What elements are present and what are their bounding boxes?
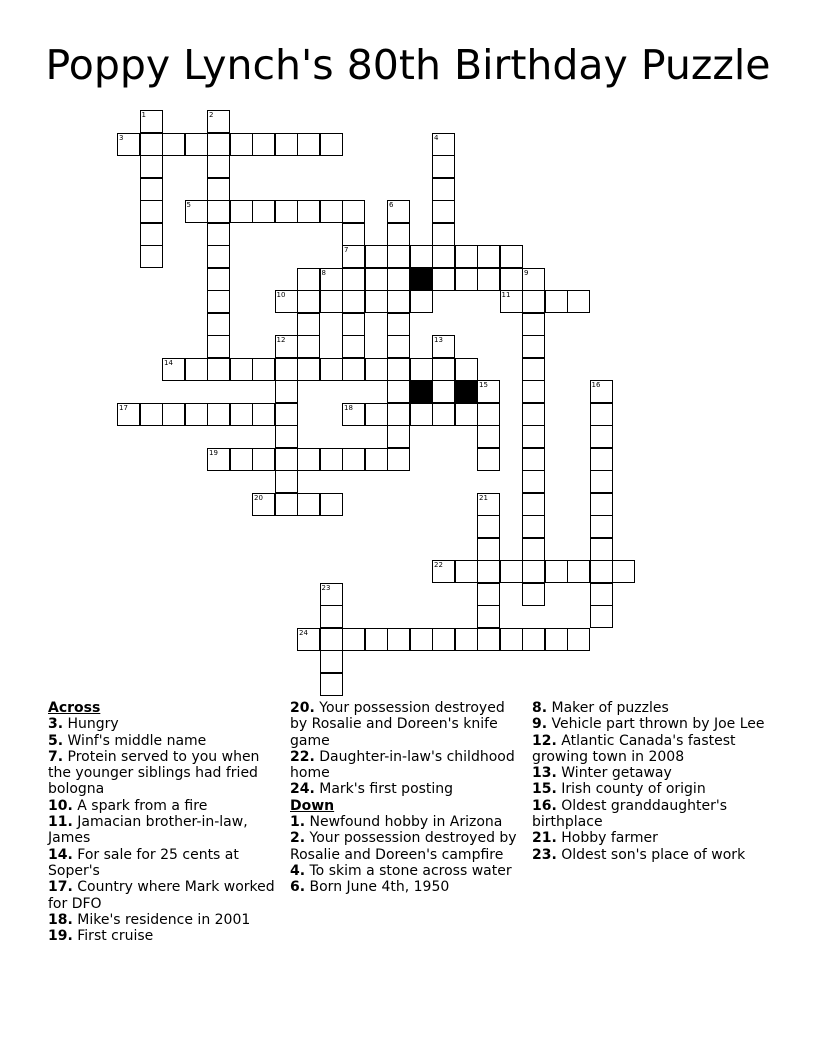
grid-cell[interactable] (365, 628, 388, 651)
grid-cell[interactable] (545, 290, 568, 313)
clue-number: 8 (321, 268, 326, 277)
grid-cell[interactable] (275, 335, 298, 358)
clue-item (290, 814, 522, 830)
grid-cell[interactable] (545, 628, 568, 651)
grid-cell[interactable] (365, 268, 388, 291)
clue-num: 6. (290, 879, 306, 896)
grid-cell[interactable] (162, 403, 185, 426)
grid-cell[interactable] (207, 290, 230, 313)
clue-number: 15 (479, 381, 488, 389)
grid-cell[interactable] (207, 178, 230, 201)
grid-cell[interactable] (522, 335, 545, 358)
grid-cell[interactable] (477, 493, 500, 516)
grid-cell[interactable] (162, 133, 185, 156)
grid-cell[interactable] (410, 245, 433, 268)
clue-num: 16. (532, 797, 557, 814)
clue-num: 13. (532, 765, 557, 782)
clue-item (290, 863, 522, 879)
clue-text: Your possession destroyed by Rosalie and Doreen's knife game (290, 700, 505, 749)
grid-cell[interactable] (140, 200, 163, 223)
grid-cell[interactable] (477, 245, 500, 268)
clue-num: 22. (290, 748, 315, 765)
grid-cell[interactable] (140, 245, 163, 268)
grid-cell[interactable] (432, 628, 455, 651)
grid-cell[interactable] (297, 268, 320, 291)
grid-cell[interactable] (590, 605, 613, 628)
grid-cell[interactable] (522, 290, 545, 313)
grid-cell[interactable] (500, 245, 523, 268)
clue-text: For sale for 25 cents at Soper's (48, 846, 239, 879)
grid-cell[interactable] (252, 493, 275, 516)
grid-cell[interactable] (567, 290, 590, 313)
grid-cell[interactable] (500, 560, 523, 583)
grid-cell[interactable] (590, 448, 613, 471)
grid-cell[interactable] (590, 403, 613, 426)
grid-cell[interactable] (162, 358, 185, 381)
grid-cell[interactable] (207, 133, 230, 156)
clue-num: 5. (48, 732, 64, 749)
clue-number: 21 (479, 493, 488, 502)
clue-num: 23. (532, 846, 557, 863)
grid-cell[interactable] (275, 403, 298, 426)
clue-text: Protein served to you when the younger siblings had fried bologna (48, 748, 260, 798)
grid-cell[interactable] (342, 403, 365, 426)
clue-item (532, 781, 772, 797)
grid-cell[interactable] (207, 335, 230, 358)
down-heading: Down (290, 797, 335, 814)
grid-cell[interactable] (320, 605, 343, 628)
grid-cell[interactable] (522, 313, 545, 336)
grid-cell[interactable] (207, 110, 230, 133)
grid-cell[interactable] (342, 335, 365, 358)
clue-item (290, 700, 522, 749)
clue-item (532, 700, 772, 716)
grid-cell[interactable] (612, 560, 635, 583)
grid-cell[interactable] (477, 628, 500, 651)
clue-item (48, 847, 278, 880)
clue-num: 7. (48, 748, 64, 765)
clue-text: Winter getaway (556, 765, 672, 782)
grid-cell[interactable] (455, 358, 478, 381)
grid-cell[interactable] (500, 290, 523, 313)
grid-cell[interactable] (387, 425, 410, 448)
grid-cell[interactable] (342, 245, 365, 268)
grid-cell[interactable] (410, 403, 433, 426)
clue-item (48, 749, 278, 798)
grid-cell[interactable] (185, 200, 208, 223)
grid-cell[interactable] (365, 245, 388, 268)
clue-num: 2. (290, 830, 306, 847)
grid-cell[interactable] (117, 403, 140, 426)
grid-cell[interactable] (432, 133, 455, 156)
clue-num: 19. (48, 928, 73, 945)
grid-cell[interactable] (455, 245, 478, 268)
grid-cell[interactable] (275, 493, 298, 516)
grid-cell[interactable] (432, 155, 455, 178)
clue-number: 2 (209, 111, 214, 119)
clue-number: 4 (434, 133, 439, 142)
grid-cell[interactable] (230, 358, 253, 381)
grid-cell[interactable] (432, 560, 455, 583)
grid-cell[interactable] (387, 358, 410, 381)
grid-cell[interactable] (207, 245, 230, 268)
grid-cell[interactable] (387, 268, 410, 291)
clue-num: 17. (48, 879, 73, 896)
grid-cell[interactable] (252, 133, 275, 156)
grid-cell[interactable] (297, 628, 320, 651)
grid-cell[interactable] (140, 155, 163, 178)
clue-item (48, 716, 278, 732)
grid-cell[interactable] (342, 200, 365, 223)
grid-cell[interactable] (477, 403, 500, 426)
grid-cell[interactable] (230, 133, 253, 156)
clue-number: 1 (141, 111, 146, 119)
grid-cell[interactable] (522, 403, 545, 426)
clue-number: 10 (276, 291, 286, 299)
grid-cell[interactable] (275, 448, 298, 471)
grid-cell[interactable] (342, 223, 365, 246)
grid-cell[interactable] (477, 380, 500, 403)
clue-text: Your possession destroyed by Rosalie and Doreen's campfire (290, 830, 517, 863)
grid-cell[interactable] (320, 200, 343, 223)
clue-number: 13 (434, 336, 443, 344)
grid-cell[interactable] (387, 403, 410, 426)
clue-number: 9 (524, 268, 529, 277)
grid-cell[interactable] (432, 200, 455, 223)
grid-cell[interactable] (252, 200, 275, 223)
clue-number: 23 (321, 583, 331, 592)
grid-cell[interactable] (252, 448, 275, 471)
grid-cell[interactable] (297, 200, 320, 223)
grid-cell[interactable] (477, 605, 500, 628)
grid-cell[interactable] (477, 448, 500, 471)
grid-cell[interactable] (522, 425, 545, 448)
grid-cell[interactable] (522, 493, 545, 516)
clue-num: 18. (48, 911, 73, 928)
clue-text: Winf's middle name (63, 732, 207, 749)
grid-cell[interactable] (365, 358, 388, 381)
grid-cell[interactable] (522, 560, 545, 583)
grid-cell[interactable] (455, 268, 478, 291)
clue-item (532, 765, 772, 781)
grid-cell[interactable] (365, 403, 388, 426)
grid-cell[interactable] (500, 628, 523, 651)
grid-cell[interactable] (590, 493, 613, 516)
grid-cell[interactable] (477, 425, 500, 448)
grid-cell[interactable] (477, 515, 500, 538)
grid-cell[interactable] (342, 313, 365, 336)
clue-text: Country where Mark worked for DFO (48, 879, 275, 912)
clue-text: Hungry (63, 716, 119, 733)
across-heading: Across (48, 700, 101, 716)
clue-item (290, 781, 522, 797)
clue-text: Atlantic Canada's fastest growing town in 2008 (532, 732, 736, 765)
grid-cell[interactable] (320, 628, 343, 651)
clue-number: 6 (389, 201, 394, 209)
grid-cell[interactable] (275, 200, 298, 223)
grid-cell[interactable] (387, 200, 410, 223)
clue-text: Oldest granddaughter's birthplace (532, 797, 727, 831)
grid-cell[interactable] (207, 268, 230, 291)
grid-cell[interactable] (275, 380, 298, 403)
grid-cell[interactable] (117, 133, 140, 156)
grid-cell[interactable] (522, 380, 545, 403)
grid-cell[interactable] (365, 290, 388, 313)
grid-cell[interactable] (387, 313, 410, 336)
grid-cell[interactable] (477, 583, 500, 606)
grid-cell[interactable] (477, 538, 500, 561)
clue-item (48, 814, 278, 847)
clue-text: Oldest son's place of work (556, 846, 746, 863)
clue-num: 14. (48, 846, 73, 863)
grid-cell[interactable] (342, 628, 365, 651)
clue-text: Newfound hobby in Arizona (305, 814, 503, 831)
grid-cell[interactable] (275, 290, 298, 313)
grid-cell[interactable] (455, 560, 478, 583)
grid-cell[interactable] (410, 628, 433, 651)
grid-cell[interactable] (432, 335, 455, 358)
grid-cell[interactable] (387, 628, 410, 651)
grid-cell[interactable] (522, 515, 545, 538)
grid-cell[interactable] (432, 223, 455, 246)
grid-cell[interactable] (590, 538, 613, 561)
clue-item (290, 749, 522, 782)
clue-num: 3. (48, 716, 64, 733)
clue-number: 3 (119, 133, 124, 142)
grid-cell[interactable] (275, 358, 298, 381)
grid-cell[interactable] (320, 290, 343, 313)
grid-cell[interactable] (185, 403, 208, 426)
clue-item (532, 830, 772, 846)
grid-cell[interactable] (410, 358, 433, 381)
grid-cell[interactable] (342, 358, 365, 381)
grid-cell[interactable] (387, 448, 410, 471)
grid-block-cell (410, 380, 433, 403)
grid-cell[interactable] (140, 133, 163, 156)
grid-cell[interactable] (545, 560, 568, 583)
grid-cell[interactable] (297, 335, 320, 358)
clue-text: Born June 4th, 1950 (305, 879, 450, 896)
grid-cell[interactable] (252, 358, 275, 381)
clue-num: 11. (48, 814, 73, 831)
grid-block-cell (410, 268, 433, 291)
grid-cell[interactable] (522, 358, 545, 381)
clue-text: A spark from a fire (72, 797, 208, 814)
grid-cell[interactable] (207, 200, 230, 223)
grid-cell[interactable] (590, 560, 613, 583)
grid-cell[interactable] (522, 470, 545, 493)
clue-text: Jamacian brother-in-law, James (48, 814, 248, 847)
grid-cell[interactable] (207, 155, 230, 178)
clue-text: Hobby farmer (556, 830, 658, 847)
clue-num: 20. (290, 700, 315, 716)
clue-number: 19 (209, 448, 218, 457)
clue-text: First cruise (72, 928, 154, 945)
grid-cell[interactable] (320, 448, 343, 471)
clue-text: Vehicle part thrown by Joe Lee (547, 716, 765, 733)
clue-item (290, 830, 522, 863)
clue-number: 20 (254, 493, 263, 502)
clue-num: 9. (532, 716, 548, 733)
grid-cell[interactable] (230, 403, 253, 426)
grid-cell[interactable] (207, 358, 230, 381)
clue-number: 14 (164, 358, 173, 367)
grid-cell[interactable] (522, 448, 545, 471)
grid-cell[interactable] (320, 493, 343, 516)
clue-num: 12. (532, 732, 557, 749)
grid-cell[interactable] (567, 560, 590, 583)
grid-cell[interactable] (320, 673, 343, 696)
grid-cell[interactable] (320, 268, 343, 291)
clue-item (532, 733, 772, 766)
grid-cell[interactable] (342, 448, 365, 471)
grid-cell[interactable] (522, 268, 545, 291)
clues-column-3 (532, 700, 772, 863)
grid-cell[interactable] (522, 538, 545, 561)
grid-cell[interactable] (297, 493, 320, 516)
clue-text: Maker of puzzles (547, 700, 669, 716)
grid-cell[interactable] (387, 245, 410, 268)
grid-cell[interactable] (432, 268, 455, 291)
grid-cell[interactable] (432, 178, 455, 201)
grid-cell[interactable] (320, 583, 343, 606)
grid-cell[interactable] (590, 583, 613, 606)
clues-column-2 (290, 700, 522, 896)
clue-num: 15. (532, 781, 557, 798)
clue-num: 24. (290, 781, 315, 798)
clue-text: Daughter-in-law's childhood home (290, 748, 515, 782)
grid-cell[interactable] (522, 583, 545, 606)
grid-cell[interactable] (230, 448, 253, 471)
grid-cell[interactable] (455, 628, 478, 651)
clue-number: 18 (344, 403, 353, 412)
grid-cell[interactable] (500, 268, 523, 291)
grid-cell[interactable] (387, 223, 410, 246)
grid-cell[interactable] (185, 358, 208, 381)
clue-num: 10. (48, 797, 73, 814)
grid-cell[interactable] (140, 178, 163, 201)
page-title: Poppy Lynch's 80th Birthday Puzzle (45, 41, 771, 89)
grid-cell[interactable] (365, 448, 388, 471)
clue-item (48, 798, 278, 814)
grid-cell[interactable] (522, 628, 545, 651)
grid-cell[interactable] (477, 268, 500, 291)
grid-cell[interactable] (207, 313, 230, 336)
grid-cell[interactable] (590, 515, 613, 538)
grid-cell[interactable] (477, 560, 500, 583)
clue-number: 22 (434, 561, 443, 569)
grid-cell[interactable] (207, 223, 230, 246)
clue-item (532, 847, 772, 863)
grid-cell[interactable] (455, 403, 478, 426)
clues-column-1 (48, 700, 278, 944)
clue-item (48, 912, 278, 928)
clue-item (290, 879, 522, 895)
clue-item (48, 879, 278, 912)
grid-cell[interactable] (432, 245, 455, 268)
grid-cell[interactable] (252, 403, 275, 426)
clue-num: 21. (532, 830, 557, 847)
clue-num: 8. (532, 700, 548, 716)
grid-cell[interactable] (207, 448, 230, 471)
clue-item (532, 716, 772, 732)
clue-number: 11 (501, 291, 511, 299)
grid-cell[interactable] (432, 358, 455, 381)
grid-cell[interactable] (432, 380, 455, 403)
grid-cell[interactable] (387, 380, 410, 403)
grid-cell[interactable] (297, 290, 320, 313)
clue-text: Mark's first posting (314, 781, 454, 798)
grid-cell[interactable] (342, 290, 365, 313)
grid-cell[interactable] (207, 403, 230, 426)
grid-cell[interactable] (320, 358, 343, 381)
grid-cell[interactable] (140, 403, 163, 426)
grid-cell[interactable] (410, 290, 433, 313)
clue-number: 7 (344, 246, 349, 254)
clue-text: To skim a stone across water (305, 862, 512, 879)
grid-cell[interactable] (140, 223, 163, 246)
clue-item (48, 928, 278, 944)
grid-cell[interactable] (297, 358, 320, 381)
clue-number: 5 (186, 201, 191, 209)
clue-text: Mike's residence in 2001 (72, 911, 251, 928)
grid-cell[interactable] (297, 133, 320, 156)
grid-cell[interactable] (432, 403, 455, 426)
grid-cell[interactable] (590, 470, 613, 493)
grid-cell[interactable] (275, 133, 298, 156)
clue-num: 4. (290, 862, 306, 879)
grid-block-cell (455, 380, 478, 403)
clue-number: 17 (119, 403, 128, 412)
grid-cell[interactable] (567, 628, 590, 651)
grid-cell[interactable] (387, 290, 410, 313)
grid-cell[interactable] (185, 133, 208, 156)
clue-item (532, 798, 772, 831)
clue-item (48, 733, 278, 749)
grid-cell[interactable] (297, 448, 320, 471)
clue-number: 16 (591, 381, 601, 389)
grid-cell[interactable] (590, 380, 613, 403)
grid-cell[interactable] (230, 200, 253, 223)
grid-cell[interactable] (140, 110, 163, 133)
grid-cell[interactable] (275, 470, 298, 493)
grid-cell[interactable] (342, 268, 365, 291)
clue-number: 12 (276, 336, 286, 344)
clue-num: 1. (290, 814, 306, 831)
grid-cell[interactable] (320, 650, 343, 673)
grid-cell[interactable] (320, 133, 343, 156)
clue-number: 24 (299, 628, 308, 637)
grid-cell[interactable] (387, 335, 410, 358)
clue-text: Irish county of origin (556, 781, 706, 798)
grid-cell[interactable] (275, 425, 298, 448)
grid-cell[interactable] (590, 425, 613, 448)
grid-cell[interactable] (297, 313, 320, 336)
